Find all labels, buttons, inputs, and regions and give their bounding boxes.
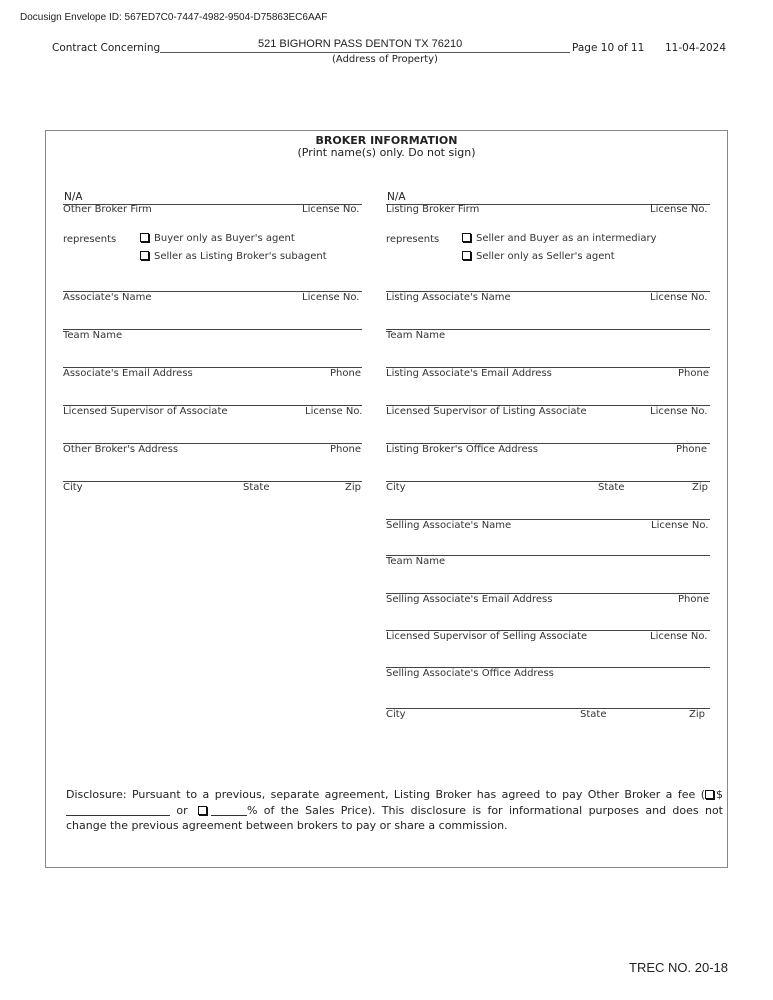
selling-phone-label: Phone xyxy=(678,594,709,605)
checkbox-icon[interactable] xyxy=(140,233,149,242)
listing-email-label: Listing Associate's Email Address xyxy=(386,368,552,379)
listing-phone-label: Phone xyxy=(678,368,709,379)
contract-concerning-label: Contract Concerning xyxy=(52,42,161,54)
seller-agent-option[interactable]: Seller only as Seller's agent xyxy=(462,251,615,262)
checkbox-icon[interactable] xyxy=(140,251,149,260)
listing-office-address-label: Listing Broker's Office Address xyxy=(386,444,539,455)
supervisor-license-label: License No. xyxy=(305,406,363,417)
fee-dollar-blank[interactable] xyxy=(66,815,170,816)
associate-name-label: Associate's Name xyxy=(63,292,152,303)
left-city-line[interactable] xyxy=(63,481,362,482)
listing-associate-name-label: Listing Associate's Name xyxy=(386,292,511,303)
other-broker-firm-label: Other Broker Firm xyxy=(63,204,152,215)
disclosure-paragraph: Disclosure: Pursuant to a previous, separate agreement, Listing Broker has agreed to pay Other Broker a fee ( $ or % of the Sales Price). This disclosure is for informational purposes and does not change the previous agreement between brokers to pay or share a commission. xyxy=(66,788,723,832)
selling-city-line[interactable] xyxy=(386,708,710,709)
right-city-line[interactable] xyxy=(386,481,710,482)
left-represents-label: represents xyxy=(63,234,117,245)
listing-associate-license-label: License No. xyxy=(650,292,708,303)
selling-supervisor-label: Licensed Supervisor of Selling Associate xyxy=(386,631,588,642)
envelope-id: Docusign Envelope ID: 567ED7C0-7447-4982-9504-D75863EC6AAF xyxy=(20,12,328,23)
selling-state-label: State xyxy=(580,709,607,720)
right-state-label: State xyxy=(598,482,625,493)
listing-supervisor-label: Licensed Supervisor of Listing Associate xyxy=(386,406,587,417)
selling-associate-license-label: License No. xyxy=(651,520,709,531)
right-represents-label: represents xyxy=(386,234,440,245)
selling-associate-name-label: Selling Associate's Name xyxy=(386,520,512,531)
checkbox-icon[interactable] xyxy=(462,251,471,260)
fee-percent-blank[interactable] xyxy=(211,815,247,816)
team-name-label: Team Name xyxy=(63,330,123,341)
seller-subagent-option[interactable]: Seller as Listing Broker's subagent xyxy=(140,251,327,262)
listing-broker-license-label: License No. xyxy=(650,204,708,215)
fee-percent-checkbox[interactable] xyxy=(198,806,207,815)
buyer-agent-option[interactable]: Buyer only as Buyer's agent xyxy=(140,233,295,244)
right-zip-label: Zip xyxy=(692,482,708,493)
trec-form-number: TREC NO. 20-18 xyxy=(629,960,728,975)
intermediary-option[interactable]: Seller and Buyer as an intermediary xyxy=(462,233,657,244)
selling-office-address-label: Selling Associate's Office Address xyxy=(386,668,554,679)
other-broker-firm-value: N/A xyxy=(64,191,83,203)
left-state-label: State xyxy=(243,482,270,493)
left-zip-label: Zip xyxy=(345,482,361,493)
checkbox-icon[interactable] xyxy=(462,233,471,242)
selling-email-label: Selling Associate's Email Address xyxy=(386,594,553,605)
listing-office-phone-label: Phone xyxy=(676,444,707,455)
selling-zip-label: Zip xyxy=(689,709,705,720)
right-city-label: City xyxy=(386,482,406,493)
listing-broker-firm-value: N/A xyxy=(387,191,406,203)
section-subtitle: (Print name(s) only. Do not sign) xyxy=(297,146,476,159)
selling-supervisor-license-label: License No. xyxy=(650,631,708,642)
supervisor-label: Licensed Supervisor of Associate xyxy=(63,406,228,417)
section-title: BROKER INFORMATION xyxy=(315,134,458,147)
listing-team-name-label: Team Name xyxy=(386,330,446,341)
left-city-label: City xyxy=(63,482,83,493)
property-caption: (Address of Property) xyxy=(332,54,438,65)
fee-dollar-checkbox[interactable] xyxy=(705,790,714,799)
other-broker-address-label: Other Broker's Address xyxy=(63,444,179,455)
selling-team-name-label: Team Name xyxy=(386,556,446,567)
listing-broker-firm-label: Listing Broker Firm xyxy=(386,204,480,215)
associate-license-label: License No. xyxy=(302,292,360,303)
associate-phone-label: Phone xyxy=(330,368,361,379)
other-broker-phone-label: Phone xyxy=(330,444,361,455)
property-address: 521 BIGHORN PASS DENTON TX 76210 xyxy=(258,38,463,50)
document-date: 11-04-2024 xyxy=(665,42,727,54)
listing-supervisor-license-label: License No. xyxy=(650,406,708,417)
page-number: Page 10 of 11 xyxy=(572,42,645,54)
associate-email-label: Associate's Email Address xyxy=(63,368,193,379)
property-line xyxy=(160,52,570,53)
other-broker-license-label: License No. xyxy=(302,204,360,215)
selling-city-label: City xyxy=(386,709,406,720)
